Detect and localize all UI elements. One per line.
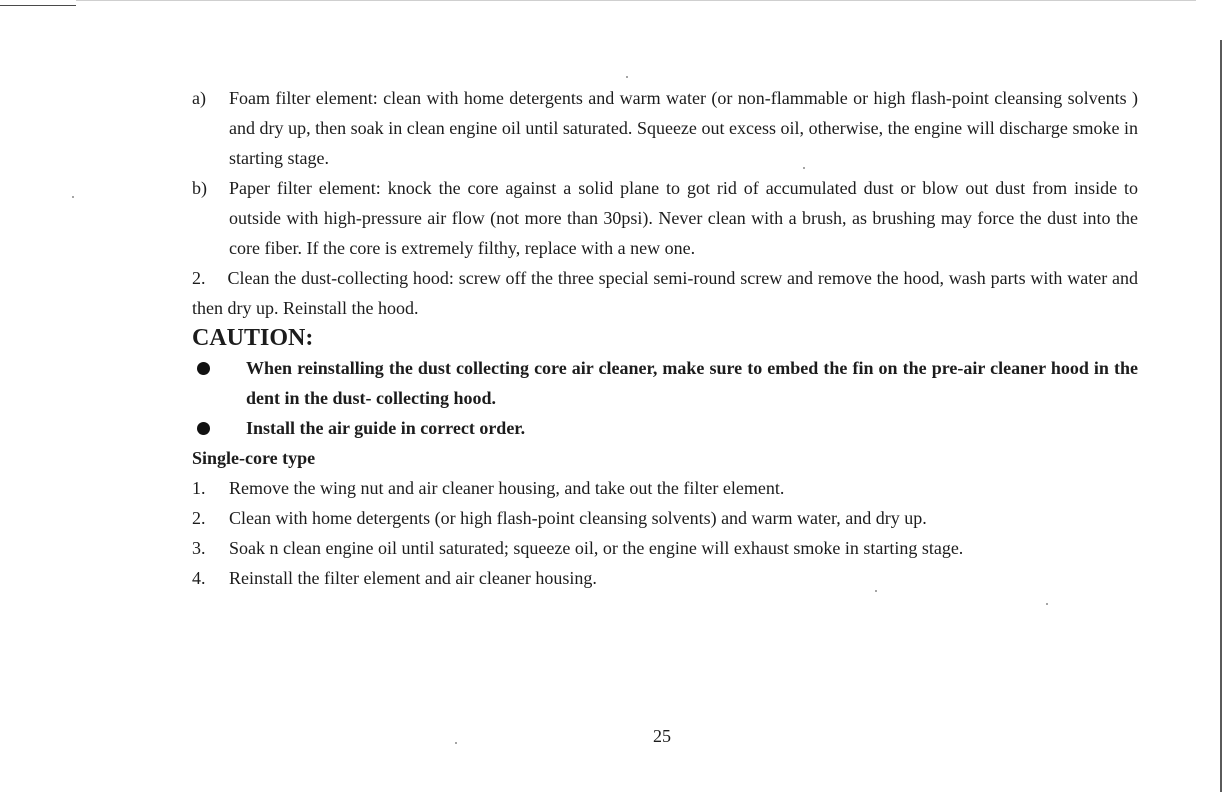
item-text: Remove the wing nut and air cleaner housing, and take out the filter element. xyxy=(229,478,785,498)
list-item xyxy=(192,173,1138,263)
item-marker: b) xyxy=(192,178,207,198)
item-text: Foam filter element: clean with home detergents and warm water (or non-flammable or high flash-point cleansing solvents ) and dry up, then soak in clean engine oil until saturated. Squeeze out excess oil, otherwise, the engine will discharge smoke in starting stage. xyxy=(229,88,1138,168)
scan-edge-line xyxy=(0,5,76,6)
item-marker: 4. xyxy=(192,568,206,588)
item-marker: 3. xyxy=(192,538,206,558)
item-marker: a) xyxy=(192,88,206,108)
list-item xyxy=(192,533,1138,563)
list-item xyxy=(192,563,1138,593)
step-2-paragraph xyxy=(192,263,1138,323)
manual-body xyxy=(192,83,1138,593)
item-marker: 2. xyxy=(192,508,206,528)
list-item xyxy=(192,473,1138,503)
caution-bullet-text: Install the air guide in correct order. xyxy=(246,418,526,438)
item-text: Soak n clean engine oil until saturated; squeeze oil, or the engine will exhaust smoke in starting stage. xyxy=(229,538,964,558)
caution-bullet xyxy=(192,413,1138,443)
bullet-dot-icon xyxy=(192,353,246,383)
list-item xyxy=(192,503,1138,533)
scan-right-edge xyxy=(1220,40,1222,792)
scan-edge-faint xyxy=(76,0,1196,1)
item-text: Paper filter element: knock the core against a solid plane to got rid of accumulated dust or blow out dust from inside to outside with high-pressure air flow (not more than 30psi). Never clean with a brush, as brushing may force the dust into the core fiber. If the core is extremely filthy, replace with a new one. xyxy=(229,178,1138,258)
scan-speck xyxy=(72,196,74,198)
step-marker: 2. xyxy=(192,268,206,288)
list-item xyxy=(192,83,1138,173)
caution-bullet xyxy=(192,353,1138,413)
item-text: Clean with home detergents (or high flash-point cleansing solvents) and warm water, and dry up. xyxy=(229,508,927,528)
caution-heading: CAUTION: xyxy=(192,325,314,351)
caution-bullet-text: When reinstalling the dust collecting core air cleaner, make sure to embed the fin on the pre-air cleaner hood in the dent in the dust- collecting hood. xyxy=(246,358,1138,408)
bullet-dot-icon xyxy=(192,413,246,443)
scan-speck xyxy=(1046,603,1048,605)
page-number: 25 xyxy=(653,726,671,746)
scan-speck xyxy=(455,742,457,744)
scan-speck xyxy=(626,76,628,78)
item-marker: 1. xyxy=(192,478,206,498)
step-text: Clean the dust-collecting hood: screw off the three special semi-round screw and remove the hood, wash parts with water and then dry up. Reinstall the hood. xyxy=(192,268,1138,318)
item-text: Reinstall the filter element and air cleaner housing. xyxy=(229,568,597,588)
section-heading: Single-core type xyxy=(192,448,316,468)
